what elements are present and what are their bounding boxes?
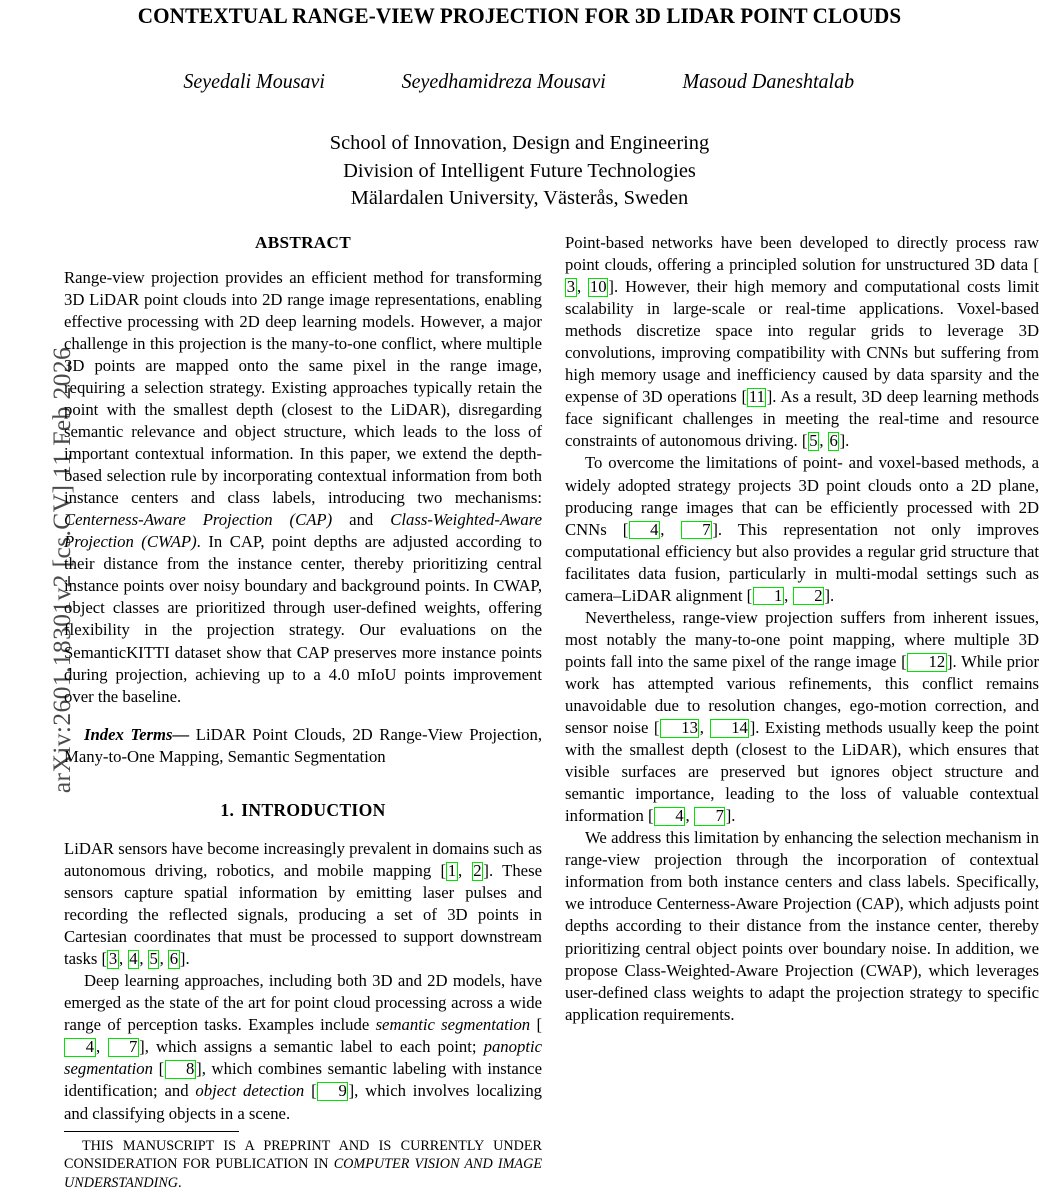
citation-link[interactable]: 3	[108, 949, 118, 969]
citation-link[interactable]: 12	[907, 653, 947, 672]
intro-paragraph-2: Deep learning approaches, including both 3D and 2D models, have emerged as the state of the art for point cloud processing across a wide range of perception tasks. Examples include semantic segmentation [4 , 7 ], which assigns a semantic label to each point; panoptic segmentation [ 8 ], which combines semantic labeling with instance identification; and object detection [ 9 ], which involves localizing and classifying objects in a scene.	[64, 971, 543, 1123]
index-terms	[64, 724, 542, 768]
p4-text-c: ].	[824, 585, 835, 605]
footnote-text-a: THIS MANUSCRIPT IS A PREPRINT AND IS CURRENTLY UNDER CONSIDERATION FOR PUBLICATION IN	[64, 1137, 542, 1173]
introduction-heading	[64, 799, 542, 822]
intro-paragraph-3: Point-based networks have been developed to directly process raw point clouds, offering a principled solution for unstructured 3D data [3 , 10 ]. However, their high memory and computational costs limit scalability in large-scale or real-time applications. Voxel-based methods discretize space into regular grids to leverage 3D convolutions, improving compatibility with CNNs but suffering from high memory usage and inefficiency caused by data sparsity and the expense of 3D operations [ 11 ]. As a result, 3D deep learning methods face significant challenges in meeting the real-time and resource constraints of autonomous driving. [ 5 , 6 ].	[565, 233, 1039, 451]
p1-text-b: ]. These sensors capture spatial information by emitting laser pulses and recording the reflected signals, producing a set of 3D points in Cartesian coordinates that must be processed to support downstream tasks [	[64, 861, 542, 969]
intro-paragraph-4: To overcome the limitations of point- and voxel-based methods, a widely adopted strategy projects 3D point clouds onto a 2D plane, producing range images that can be efficiently processed with 2D CNNs [ 4 , 7 ]. This representation not only improves computational efficiency but also provides a regular grid structure that facilitates data fusion, particularly in multi-modal settings such as camera–LiDAR alignment [ 1 , 2 ].	[565, 453, 1039, 605]
p2-text-a: Deep learning approaches, including both 3D and 2D models, have emerged as the state of the art for point cloud processing across a wide range of perception tasks. Examples include	[64, 971, 542, 1035]
footnote-journal-name: COMPUTER VISION AND IMAGE UNDERSTANDING	[64, 1156, 542, 1191]
p4-text-b: ]. This representation not only improves computational efficiency but also provides a regular grid structure that facilitates data fusion, particularly in multi-modal settings such as camera–LiDAR alignment [	[565, 519, 1039, 605]
citation-link[interactable]: 1	[447, 861, 457, 880]
section-number: 1.	[220, 799, 235, 820]
index-terms-label: Index Terms—	[84, 724, 190, 744]
p2-term-objdet: object detection	[195, 1081, 305, 1101]
p3-text-b: ]. However, their high memory and computational costs limit scalability in large-scale or real-time applications. Voxel-based methods discretize space into regular grids to leverage 3D convolutions, improving compatibility with CNNs but suffering from high memory usage and inefficiency caused by data sparsity and the expense of 3D operations [	[565, 277, 1039, 407]
footnote	[64, 1131, 542, 1192]
p4-text-a: To overcome the limitations of point- and voxel-based methods, a widely adopted strategy projects 3D point clouds onto a 2D plane, producing range images that can be efficiently processed with 2D CNNs [	[565, 453, 1039, 539]
p5-text-a: Nevertheless, range-view projection suffers from inherent issues, most notably the many-to-one point mapping, where multiple 3D points fall into the same pixel of the range image [	[565, 607, 1039, 671]
citation-link[interactable]: 2	[793, 587, 824, 606]
affiliation-line: Division of Intelligent Future Technologies	[343, 159, 696, 182]
intro-paragraph-6: We address this limitation by enhancing the selection mechanism in range-view projection through the incorporation of contextual information from both instance centers and class labels. Specifically, we introduce Centerness-Aware Projection (CAP), which adjusts point depths according to their distance from the instance center, thereby prioritizing central object points over boundary noise. In addition, we propose Class-Weighted-Aware Projection (CWAP), which leverages user-defined class weights to adapt the projection strategy to specific application requirements.	[565, 828, 1039, 1024]
citation-link[interactable]: 5	[809, 431, 818, 451]
citation-link[interactable]: 11	[748, 387, 765, 407]
affiliation-line: School of Innovation, Design and Engineering	[329, 131, 710, 154]
p2-text-b: [	[530, 1015, 542, 1035]
page-title: CONTEXTUAL RANGE-VIEW PROJECTION FOR 3D LIDAR POINT CLOUDS	[137, 3, 902, 28]
p2-term-semseg: semantic segmentation	[375, 1015, 531, 1035]
abstract-text-c: . In CAP, point depths are adjusted according to their distance from the instance center, thereby prioritizing central instance points over noisy boundary and background points. In CWAP, object classes are prioritized through user-defined weights, offering flexibility in the projection strategy. Our evaluations on the SemanticKITTI dataset show that CAP preserves more instance points during projection, achieving up to a 4.0 mIoU points improvement over the baseline.	[64, 532, 542, 706]
citation-link[interactable]: 6	[829, 431, 838, 451]
left-column	[64, 232, 542, 1125]
citation-link[interactable]: 2	[473, 861, 482, 880]
citation-link[interactable]: 1	[753, 587, 784, 606]
footnote-rule	[64, 1131, 239, 1132]
p1-text-c: ].	[179, 949, 190, 969]
p2-text-c: ], which assigns a semantic label to each point;	[139, 1037, 484, 1057]
intro-paragraph-1: LiDAR sensors have become increasingly prevalent in domains such as autonomous driving, robotics, and mobile mapping [ 1 , 2 ]. These sensors capture spatial information by emitting laser pulses and recording the reflected signals, producing a set of 3D points in Cartesian coordinates that must be processed to support downstream tasks [ 3 , 4 , 5 , 6 ].	[64, 838, 542, 969]
footnote-text-b: .	[178, 1174, 182, 1191]
citation-link[interactable]: 4	[654, 807, 685, 826]
citation-link[interactable]: 8	[165, 1060, 196, 1079]
p3-text-c: ]. As a result, 3D deep learning methods face significant challenges in meeting the real-time and resource constraints of autonomous driving. [	[565, 387, 1039, 451]
citation-link[interactable]: 10	[589, 277, 607, 297]
author-name: Seyedhamidreza Mousavi	[401, 68, 606, 93]
citation-link[interactable]: 4	[629, 521, 660, 540]
p2-text-d: [	[153, 1059, 165, 1079]
section-title: INTRODUCTION	[241, 799, 386, 820]
citation-link[interactable]: 7	[681, 521, 712, 540]
citation-link[interactable]: 5	[149, 949, 158, 969]
citation-link[interactable]: 6	[169, 949, 179, 969]
citation-link[interactable]: 4	[129, 949, 138, 969]
p3-text-a: Point-based networks have been developed to directly process raw point clouds, offering a principled solution for unstructured 3D data [	[565, 233, 1039, 275]
abstract-text-b: and	[332, 510, 391, 530]
p5-text-c: ]. Existing methods usually keep the point with the smallest depth (closest to the LiDAR), which ensures that visible surfaces are preserved but ignores object structure and semantic importance, leading to the loss of valuable contextual information [	[565, 718, 1039, 826]
right-column	[565, 232, 1039, 1026]
p2-text-e: ], which combines semantic labeling with instance identification; and	[64, 1059, 542, 1101]
abstract-text-a: Range-view projection provides an efficient method for transforming 3D LiDAR point clouds into 2D range image representations, enabling effective processing with 2D deep learning models. However, a major challenge in this projection is the many-to-one conflict, where multiple 3D points are mapped onto the same pixel in the range image, requiring a selection strategy. Existing approaches typically retain the point with the smallest depth (closest to the LiDAR), disregarding semantic relevance and object structure, which leads to the loss of important contextual information. In this paper, we extend the depth-based selection rule by incorporating contextual information from both instance centers and class labels, introducing two mechanisms:	[64, 267, 542, 508]
citation-link[interactable]: 4	[64, 1038, 95, 1057]
p3-text-d: ].	[839, 431, 850, 451]
abstract-term-cwap: Class-Weighted-Aware Projection (CWAP)	[64, 510, 542, 552]
p1-text-a: LiDAR sensors have become increasingly prevalent in domains such as autonomous driving, robotics, and mobile mapping [	[64, 838, 542, 880]
arxiv-stamp: arXiv:2601.18301v2 [cs.CV] 11 Feb 2026	[47, 346, 76, 794]
abstract-term-cap: Centerness-Aware Projection (CAP)	[64, 510, 333, 530]
intro-paragraph-5: Nevertheless, range-view projection suffers from inherent issues, most notably the many-to-one point mapping, where multiple 3D points fall into the same pixel of the range image [ 12 ]. While prior work has attempted various refinements, this conflict remains unavoidable due to resolution changes, ego-motion correction, and sensor noise [ 13 , 14 ]. Existing methods usually keep the point with the smallest depth (closest to the LiDAR), which ensures that visible surfaces are preserved but ignores object structure and semantic importance, leading to the loss of valuable contextual information [ 4 , 7 ].	[565, 607, 1039, 826]
author-name: Masoud Daneshtalab	[682, 68, 855, 93]
citation-link[interactable]: 7	[108, 1038, 139, 1057]
p5-text-d: ].	[725, 806, 736, 826]
abstract-heading: ABSTRACT	[255, 233, 351, 252]
footnote-text	[64, 1137, 542, 1192]
citation-link[interactable]: 13	[660, 719, 700, 738]
citation-link[interactable]: 14	[710, 719, 750, 738]
p2-text-f: [	[304, 1081, 317, 1101]
affiliation-line: Mälardalen University, Västerås, Sweden	[350, 187, 689, 210]
affiliation-block	[62, 130, 977, 213]
p1-sep: ,	[458, 861, 472, 880]
author-name: Seyedali Mousavi	[183, 68, 326, 93]
p2-term-panoptic: panoptic segmentation	[64, 1037, 543, 1079]
citation-link[interactable]: 7	[694, 807, 725, 826]
p2-text-g: ], which involves localizing and classifying objects in a scene.	[64, 1081, 543, 1123]
p5-text-b: ]. While prior work has attempted various refinements, this conflict remains unavoidable due to resolution changes, ego-motion correction, and sensor noise [	[565, 651, 1039, 738]
paper-header	[62, 0, 977, 213]
abstract-paragraph	[64, 267, 542, 708]
citation-link[interactable]: 9	[317, 1082, 348, 1101]
author-list	[62, 69, 977, 94]
citation-link[interactable]: 3	[566, 277, 576, 297]
index-terms-value: LiDAR Point Clouds, 2D Range-View Projection, Many-to-One Mapping, Semantic Segmentation	[64, 724, 542, 766]
